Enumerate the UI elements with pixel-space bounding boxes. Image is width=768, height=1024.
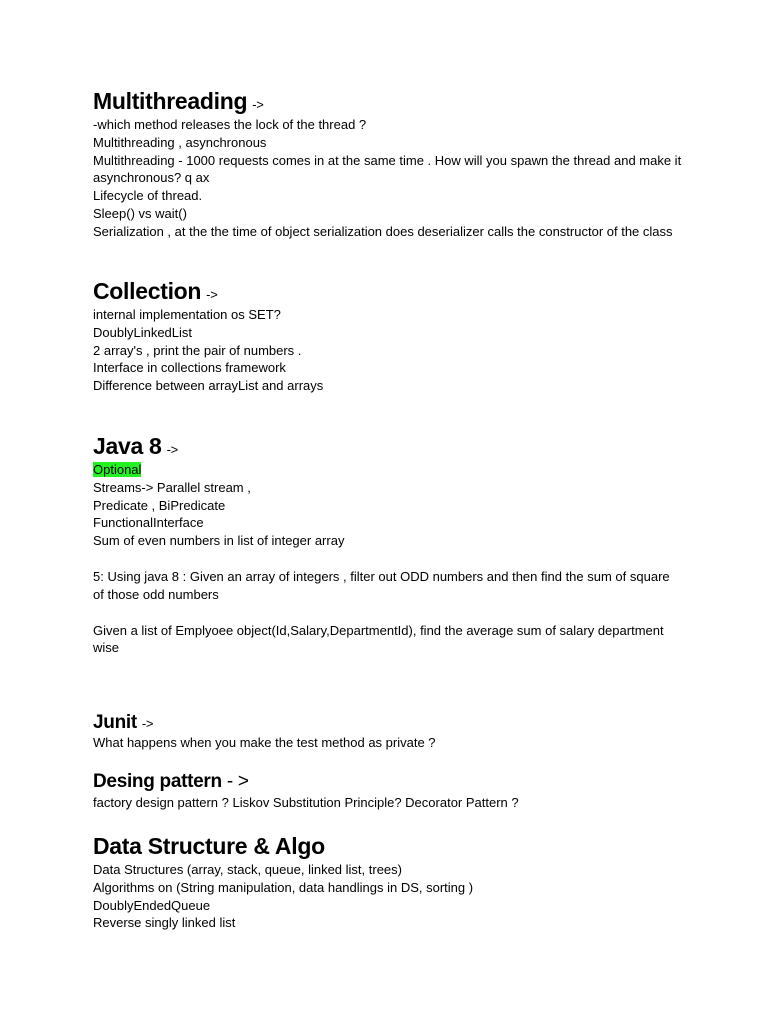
text-line: factory design pattern ? Liskov Substitution Principle? Decorator Pattern ? [93,795,519,810]
section-data-structure [93,833,683,932]
section-java8 [93,433,683,657]
question-employee: Given a list of Emplyoee object(Id,Salary,DepartmentId), find the average sum of salary department wise [93,622,664,656]
heading-title: Java 8 [93,433,162,459]
heading-arrow: -> [206,287,218,302]
heading-title: Junit [93,712,137,733]
heading-arrow: -> [166,442,178,457]
section-heading [93,771,683,793]
heading-title: Desing pattern [93,771,222,792]
spacer [93,604,683,622]
text-line: -which method releases the lock of the thread ? [93,117,367,132]
highlight-optional: Optional [93,462,142,477]
text-line: internal implementation os SET? [93,307,281,322]
text-line: 2 array's , print the pair of numbers . [93,342,302,358]
text-line: Lifecycle of thread. [93,188,203,204]
text-line: DoublyLinkedList [93,324,193,340]
text-line: Difference between arrayList and arrays [93,378,324,394]
text-line: Algorithms on (String manipulation, data handlings in DS, sorting ) [93,879,474,895]
text-line: Sum of even numbers in list of integer array [93,533,345,549]
text-line: DoublyEndedQueue [93,897,211,913]
section-heading [93,712,683,734]
heading-arrow: -> [141,716,154,731]
text-line: Multithreading , asynchronous [93,134,267,150]
section-junit [93,712,683,752]
section-heading [93,433,683,460]
section-design-pattern [93,771,683,812]
heading-arrow: - > [226,771,249,792]
highlighted-line [93,461,683,479]
text-line: Streams-> Parallel stream , [93,479,251,495]
section-heading [93,88,683,115]
text-line: Predicate , BiPredicate [93,497,226,513]
text-line: Reverse singly linked list [93,915,236,931]
heading-arrow: -> [252,97,264,112]
question-5: 5: Using java 8 : Given an array of integers , filter out ODD numbers and then find the sum of square of those odd numbers [93,568,670,602]
section-multithreading [93,88,683,241]
heading-title: Collection [93,278,202,304]
section-collection [93,278,683,395]
text-line: Data Structures (array, stack, queue, linked list, trees) [93,862,402,877]
heading-title: Multithreading [93,88,248,114]
text-line: Serialization , at the the time of object serialization does deserializer calls the constructor of the class [93,223,673,239]
heading-title: Data Structure & Algo [93,833,325,859]
text-line: Interface in collections framework [93,360,286,376]
text-line: Multithreading - 1000 requests comes in at the same time . How will you spawn the thread and make it asynchronous? q ax [93,152,682,186]
spacer [93,550,683,568]
section-heading [93,833,683,860]
text-line: What happens when you make the test method as private ? [93,735,436,750]
text-line: FunctionalInterface [93,515,204,531]
text-line: Sleep() vs wait() [93,205,187,221]
section-heading [93,278,683,305]
